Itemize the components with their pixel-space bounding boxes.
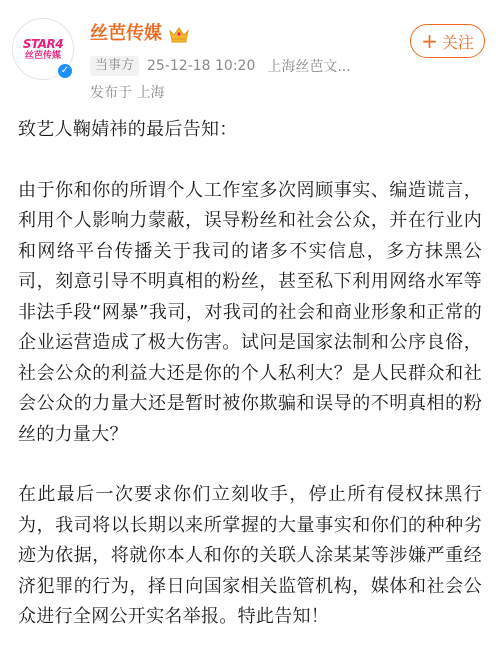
post-source: 上海丝芭文... xyxy=(267,59,351,75)
verified-badge-icon: ✓ xyxy=(56,62,74,80)
post-header xyxy=(0,0,497,110)
account-name[interactable]: 丝芭传媒 xyxy=(90,23,162,44)
follow-button[interactable] xyxy=(410,24,485,58)
post-heading: 致艺人鞠婧祎的最后告知： xyxy=(18,119,238,140)
follow-label: 关注 xyxy=(441,32,474,52)
avatar-brand-text: STAR4 xyxy=(22,36,64,51)
avatar-sub-text: 丝芭传媒 xyxy=(24,50,61,61)
crown-icon xyxy=(168,25,190,43)
name-row xyxy=(90,22,190,46)
post-location: 发布于 上海 xyxy=(90,85,165,101)
post-timestamp: 25-12-18 10:20 xyxy=(147,58,256,74)
post-content xyxy=(18,115,482,633)
meta-row xyxy=(90,56,351,76)
post-paragraph-1: 由于你和你的所谓个人工作室多次罔顾事实、编造谎言，利用个人影响力蒙蔽，误导粉丝和社会公众，并在行业内和网络平台传播关于我司的诸多不实信息，多方抹黑公司，刻意引导不明真相的粉丝，甚至私下利用网络水军等非法手段“网暴”我司，对我司的社会和商业形象和正常的企业运营造成了极大伤害。试问是国家法制和公序良俗，社会公众的利益大还是你的个人私利大？是人民群众和社会公众的力量大还是暂时被你欺骗和误导的不明真相的粉丝的力量大？ xyxy=(18,179,482,445)
party-tag-badge: 当事方 xyxy=(90,56,139,76)
post-paragraph-2: 在此最后一次要求你们立刻收手，停止所有侵权抹黑行为，我司将以长期以来所掌握的大量事实和你们的种种劣迹为依据，将就你本人和你的关联人涂某某等涉嫌严重经济犯罪的行为，择日向国家相关监管机构，媒体和社会公众进行全网公开实名举报。特此告知！ xyxy=(18,484,482,627)
plus-icon: + xyxy=(421,29,438,53)
